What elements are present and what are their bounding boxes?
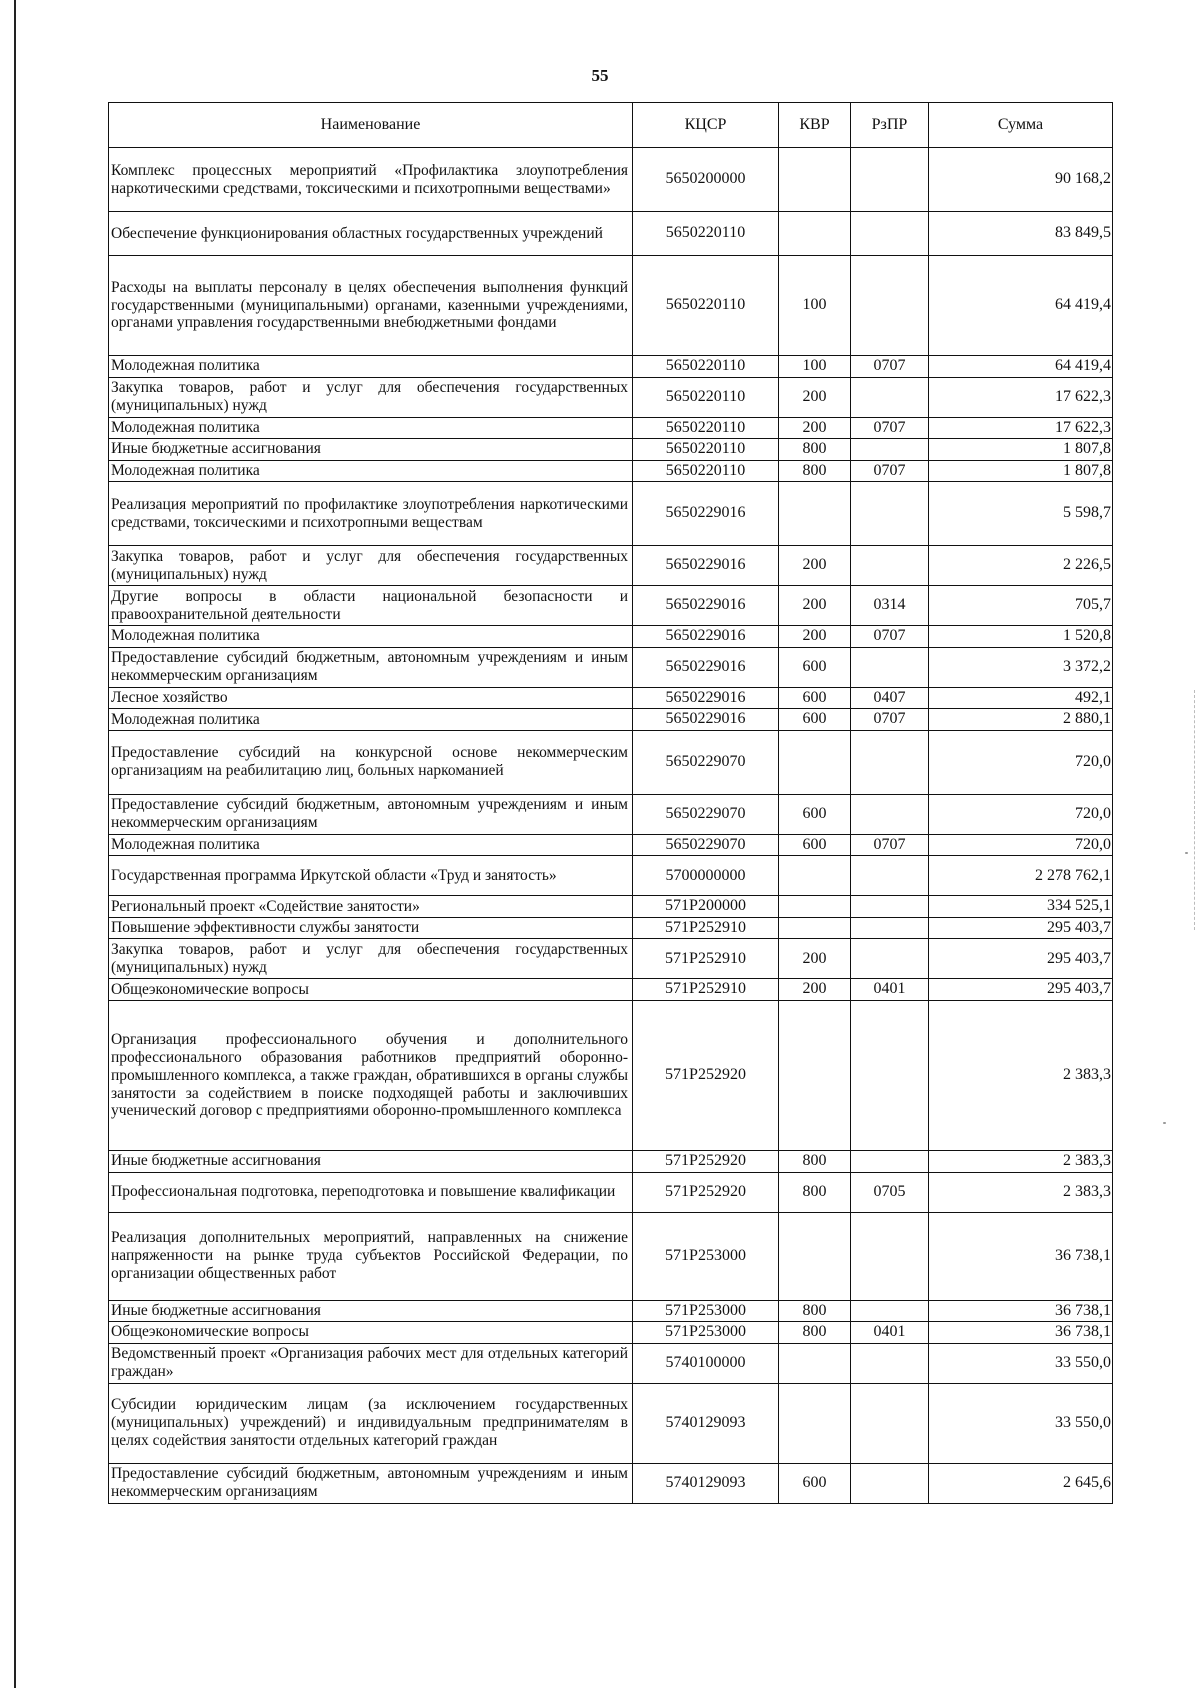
row-rzpr [851, 1001, 929, 1151]
row-kvr: 800 [779, 439, 851, 461]
row-rzpr: 0314 [851, 586, 929, 626]
table-row [109, 586, 1113, 626]
row-kvr: 200 [779, 939, 851, 979]
row-sum: 5 598,7 [929, 482, 1113, 546]
row-kcsr: 5700000000 [633, 856, 779, 896]
row-sum: 720,0 [929, 834, 1113, 856]
row-sum: 36 738,1 [929, 1212, 1113, 1300]
row-kcsr: 5650220110 [633, 212, 779, 256]
row-rzpr: 0707 [851, 417, 929, 439]
row-kvr [779, 856, 851, 896]
row-sum: 17 622,3 [929, 417, 1113, 439]
row-kcsr: 5650229016 [633, 626, 779, 648]
table-row [109, 148, 1113, 212]
row-kcsr: 571P252920 [633, 1172, 779, 1212]
row-kvr: 600 [779, 709, 851, 731]
row-name: Иные бюджетные ассигнования [109, 439, 633, 461]
row-sum: 17 622,3 [929, 377, 1113, 417]
row-name: Общеэкономические вопросы [109, 979, 633, 1001]
row-kvr: 600 [779, 1463, 851, 1503]
row-kvr: 600 [779, 794, 851, 834]
row-kvr [779, 1212, 851, 1300]
row-kvr: 200 [779, 377, 851, 417]
row-rzpr [851, 1212, 929, 1300]
header-rzpr: РзПР [851, 103, 929, 148]
table-row [109, 1212, 1113, 1300]
row-kcsr: 5650229016 [633, 709, 779, 731]
row-kvr: 200 [779, 626, 851, 648]
row-rzpr: 0407 [851, 687, 929, 709]
row-sum: 2 383,3 [929, 1172, 1113, 1212]
row-rzpr [851, 256, 929, 356]
header-kcsr: КЦСР [633, 103, 779, 148]
row-rzpr: 0401 [851, 1322, 929, 1344]
row-name: Организация профессионального обучения и дополнительного профессионального образования работников предприятий оборонно-промышленного комплекса, а также граждан, обратившихся в органы службы занятости за содействием в поиске подходящей работы и заключивших ученический договор с предприятиями оборонно-промышленного комплекса [109, 1001, 633, 1151]
row-rzpr [851, 482, 929, 546]
row-kcsr: 5650229070 [633, 794, 779, 834]
page-number: 55 [591, 66, 609, 85]
table-row [109, 417, 1113, 439]
table-row [109, 1151, 1113, 1173]
table-header-row [109, 103, 1113, 148]
row-name: Молодежная политика [109, 460, 633, 482]
row-rzpr [851, 794, 929, 834]
row-name: Региональный проект «Содействие занятости» [109, 896, 633, 918]
row-kvr [779, 212, 851, 256]
row-name: Закупка товаров, работ и услуг для обеспечения государственных (муниципальных) нужд [109, 939, 633, 979]
row-kcsr: 571P252910 [633, 917, 779, 939]
row-sum: 2 383,3 [929, 1151, 1113, 1173]
row-kvr [779, 482, 851, 546]
table-row [109, 546, 1113, 586]
row-kcsr: 5740100000 [633, 1343, 779, 1383]
row-rzpr [851, 647, 929, 687]
row-rzpr: 0401 [851, 979, 929, 1001]
row-kcsr: 5650220110 [633, 460, 779, 482]
row-name: Молодежная политика [109, 356, 633, 378]
row-name: Молодежная политика [109, 417, 633, 439]
row-sum: 90 168,2 [929, 148, 1113, 212]
row-rzpr [851, 439, 929, 461]
row-kcsr: 5650220110 [633, 356, 779, 378]
row-kcsr: 571P253000 [633, 1300, 779, 1322]
table-row [109, 794, 1113, 834]
row-sum: 295 403,7 [929, 979, 1113, 1001]
row-kcsr: 571P252920 [633, 1151, 779, 1173]
row-sum: 36 738,1 [929, 1322, 1113, 1344]
row-sum: 33 550,0 [929, 1383, 1113, 1463]
row-sum: 64 419,4 [929, 356, 1113, 378]
row-kvr: 200 [779, 417, 851, 439]
row-kcsr: 5650229070 [633, 834, 779, 856]
row-rzpr [851, 1383, 929, 1463]
table-row [109, 439, 1113, 461]
row-sum: 2 278 762,1 [929, 856, 1113, 896]
row-name: Закупка товаров, работ и услуг для обеспечения государственных (муниципальных) нужд [109, 377, 633, 417]
row-name: Реализация дополнительных мероприятий, направленных на снижение напряженности на рынке труда субъектов Российской Федерации, по организации общественных работ [109, 1212, 633, 1300]
row-name: Лесное хозяйство [109, 687, 633, 709]
table-row [109, 1001, 1113, 1151]
row-sum: 3 372,2 [929, 647, 1113, 687]
row-name: Обеспечение функционирования областных государственных учреждений [109, 212, 633, 256]
row-name: Предоставление субсидий на конкурсной основе некоммерческим организациям на реабилитацию лиц, больных наркоманией [109, 730, 633, 794]
row-name: Иные бюджетные ассигнования [109, 1151, 633, 1173]
row-sum: 2 880,1 [929, 709, 1113, 731]
row-rzpr [851, 1300, 929, 1322]
row-rzpr [851, 856, 929, 896]
row-kvr: 800 [779, 1322, 851, 1344]
row-rzpr [851, 377, 929, 417]
table-row [109, 730, 1113, 794]
row-sum: 1 807,8 [929, 460, 1113, 482]
row-name: Реализация мероприятий по профилактике злоупотребления наркотическими средствами, токсическими и психотропными веществам [109, 482, 633, 546]
row-kcsr: 5740129093 [633, 1383, 779, 1463]
row-rzpr: 0707 [851, 460, 929, 482]
row-name: Предоставление субсидий бюджетным, автономным учреждениям и иным некоммерческим организациям [109, 794, 633, 834]
row-name: Закупка товаров, работ и услуг для обеспечения государственных (муниципальных) нужд [109, 546, 633, 586]
row-sum: 492,1 [929, 687, 1113, 709]
row-rzpr: 0707 [851, 356, 929, 378]
row-sum: 295 403,7 [929, 917, 1113, 939]
row-kvr: 600 [779, 834, 851, 856]
table-row [109, 1463, 1113, 1503]
row-kvr [779, 1383, 851, 1463]
table-row [109, 1300, 1113, 1322]
table-row [109, 687, 1113, 709]
row-sum: 2 645,6 [929, 1463, 1113, 1503]
table-row [109, 939, 1113, 979]
row-kcsr: 5650229016 [633, 482, 779, 546]
row-rzpr [851, 212, 929, 256]
row-kcsr: 571P252910 [633, 939, 779, 979]
row-kcsr: 571P252920 [633, 1001, 779, 1151]
row-kvr [779, 730, 851, 794]
row-rzpr [851, 730, 929, 794]
table-row [109, 647, 1113, 687]
table-row [109, 1172, 1113, 1212]
row-sum: 2 383,3 [929, 1001, 1113, 1151]
row-kcsr: 5740129093 [633, 1463, 779, 1503]
row-kcsr: 5650229070 [633, 730, 779, 794]
row-rzpr [851, 1151, 929, 1173]
row-sum: 1 520,8 [929, 626, 1113, 648]
left-margin-rule [14, 0, 16, 1688]
row-kvr [779, 148, 851, 212]
row-kcsr: 5650229016 [633, 546, 779, 586]
row-sum: 1 807,8 [929, 439, 1113, 461]
row-name: Ведомственный проект «Организация рабочих мест для отдельных категорий граждан» [109, 1343, 633, 1383]
row-sum: 83 849,5 [929, 212, 1113, 256]
row-kvr [779, 917, 851, 939]
row-sum: 295 403,7 [929, 939, 1113, 979]
scan-edge-mark [1194, 690, 1196, 930]
table-body [109, 148, 1113, 1504]
row-sum: 64 419,4 [929, 256, 1113, 356]
row-name: Другие вопросы в области национальной безопасности и правоохранительной деятельности [109, 586, 633, 626]
scan-speck [1185, 852, 1188, 854]
row-kcsr: 571P253000 [633, 1212, 779, 1300]
header-sum: Сумма [929, 103, 1113, 148]
table-row [109, 709, 1113, 731]
row-kcsr: 571P253000 [633, 1322, 779, 1344]
row-rzpr [851, 1463, 929, 1503]
row-kcsr: 5650229016 [633, 647, 779, 687]
row-kcsr: 5650220110 [633, 439, 779, 461]
row-sum: 705,7 [929, 586, 1113, 626]
row-name: Профессиональная подготовка, переподготовка и повышение квалификации [109, 1172, 633, 1212]
row-kvr: 100 [779, 256, 851, 356]
row-kvr: 800 [779, 1151, 851, 1173]
row-rzpr [851, 546, 929, 586]
row-kvr: 200 [779, 586, 851, 626]
row-rzpr [851, 896, 929, 918]
row-sum: 33 550,0 [929, 1343, 1113, 1383]
table-row [109, 856, 1113, 896]
row-name: Расходы на выплаты персоналу в целях обеспечения выполнения функций государственными (муниципальными) органами, казенными учреждениями, органами управления государственными внебюджетными фондами [109, 256, 633, 356]
row-name: Молодежная политика [109, 834, 633, 856]
row-kvr: 800 [779, 1300, 851, 1322]
table-row [109, 460, 1113, 482]
table-row [109, 917, 1113, 939]
row-kcsr: 5650220110 [633, 377, 779, 417]
row-kvr: 800 [779, 1172, 851, 1212]
row-kcsr: 5650229016 [633, 586, 779, 626]
row-name: Повышение эффективности службы занятости [109, 917, 633, 939]
row-name: Субсидии юридическим лицам (за исключением государственных (муниципальных) учреждений) и индивидуальным предпринимателям в целях содействия занятости отдельных категорий граждан [109, 1383, 633, 1463]
row-kcsr: 5650220110 [633, 417, 779, 439]
table-row [109, 626, 1113, 648]
scan-speck [1163, 1122, 1166, 1124]
table-row [109, 834, 1113, 856]
row-name: Комплекс процессных мероприятий «Профилактика злоупотребления наркотическими средствами, токсическими и психотропными веществами» [109, 148, 633, 212]
row-name: Предоставление субсидий бюджетным, автономным учреждениям и иным некоммерческим организациям [109, 1463, 633, 1503]
row-kvr: 200 [779, 546, 851, 586]
table-row [109, 256, 1113, 356]
row-rzpr: 0707 [851, 834, 929, 856]
row-kvr [779, 896, 851, 918]
table-row [109, 212, 1113, 256]
row-kvr: 200 [779, 979, 851, 1001]
budget-table [108, 102, 1113, 1504]
row-kcsr: 5650229016 [633, 687, 779, 709]
row-name: Иные бюджетные ассигнования [109, 1300, 633, 1322]
row-sum: 36 738,1 [929, 1300, 1113, 1322]
row-name: Молодежная политика [109, 709, 633, 731]
table-row [109, 979, 1113, 1001]
row-name: Государственная программа Иркутской области «Труд и занятость» [109, 856, 633, 896]
row-rzpr [851, 1343, 929, 1383]
row-kcsr: 571P252910 [633, 979, 779, 1001]
table-row [109, 482, 1113, 546]
row-kcsr: 571P200000 [633, 896, 779, 918]
header-kvr: КВР [779, 103, 851, 148]
row-sum: 720,0 [929, 794, 1113, 834]
row-rzpr: 0707 [851, 709, 929, 731]
row-kvr: 100 [779, 356, 851, 378]
header-name: Наименование [109, 103, 633, 148]
row-rzpr [851, 148, 929, 212]
row-name: Предоставление субсидий бюджетным, автономным учреждениям и иным некоммерческим организациям [109, 647, 633, 687]
row-kcsr: 5650200000 [633, 148, 779, 212]
table-row [109, 896, 1113, 918]
table-row [109, 377, 1113, 417]
row-sum: 334 525,1 [929, 896, 1113, 918]
row-rzpr [851, 917, 929, 939]
table-row [109, 1343, 1113, 1383]
row-kvr [779, 1001, 851, 1151]
row-kvr: 800 [779, 460, 851, 482]
row-kcsr: 5650220110 [633, 256, 779, 356]
table-row [109, 1383, 1113, 1463]
row-kvr [779, 1343, 851, 1383]
row-kvr: 600 [779, 687, 851, 709]
row-rzpr [851, 939, 929, 979]
row-name: Молодежная политика [109, 626, 633, 648]
row-sum: 720,0 [929, 730, 1113, 794]
row-name: Общеэкономические вопросы [109, 1322, 633, 1344]
row-sum: 2 226,5 [929, 546, 1113, 586]
row-rzpr: 0707 [851, 626, 929, 648]
table-row [109, 356, 1113, 378]
row-rzpr: 0705 [851, 1172, 929, 1212]
table-row [109, 1322, 1113, 1344]
row-kvr: 600 [779, 647, 851, 687]
